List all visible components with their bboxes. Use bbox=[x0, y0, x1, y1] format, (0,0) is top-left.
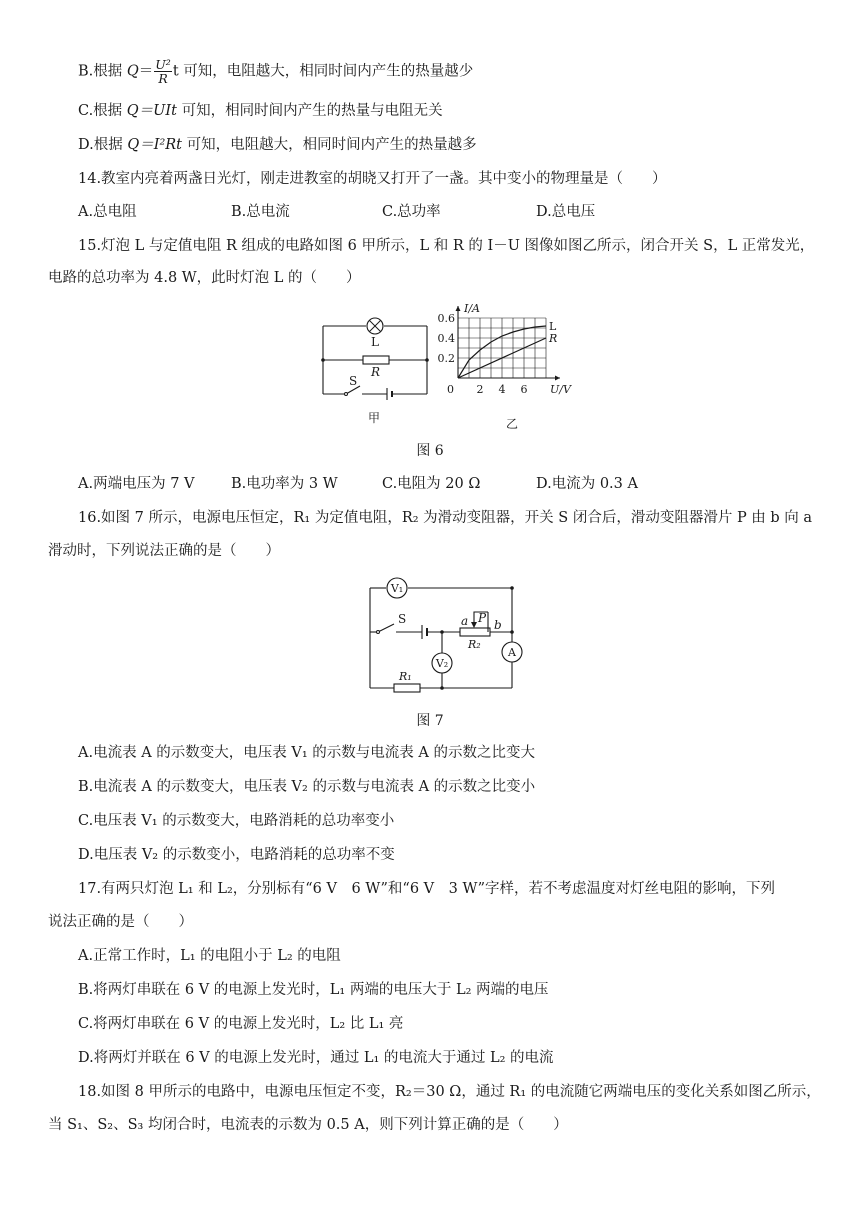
ammeter-icon bbox=[502, 642, 522, 662]
q13-option-c: C.根据 Q＝UIt 可知，相同时间内产生的热量与电阻无关 bbox=[78, 103, 443, 119]
figure-7-circuit bbox=[362, 572, 528, 696]
resistor-label: R bbox=[371, 365, 381, 379]
q17-stem-line2: 说法正确的是（ ） bbox=[48, 914, 193, 930]
q17-option-b: B.将两灯串联在 6 V 的电源上发光时，L₁ 两端的电压大于 L₂ 两端的电压 bbox=[78, 982, 549, 998]
q15-stem-line2: 电路的总功率为 4.8 W，此时灯泡 L 的（ ） bbox=[48, 270, 361, 286]
end-b-label: b bbox=[494, 618, 502, 632]
resistor-r2 bbox=[460, 628, 490, 636]
figure-6-graph-yi bbox=[438, 300, 580, 434]
q15-option-a: A.两端电压为 7 V bbox=[78, 476, 195, 492]
q15-option-b: B.电功率为 3 W bbox=[231, 476, 338, 492]
x-axis-label: U/V bbox=[550, 383, 571, 396]
series-label-L: L bbox=[549, 320, 557, 333]
y-tick-label: 0.2 bbox=[438, 352, 455, 365]
q16-stem-line1: 16.如图 7 所示，电源电压恒定，R₁ 为定值电阻，R₂ 为滑动变阻器，开关 S 闭合后，滑动变阻器滑片 P 由 b 向 a bbox=[78, 510, 813, 526]
figure-6-caption: 图 6 bbox=[416, 443, 444, 459]
q15-option-c: C.电阻为 20 Ω bbox=[382, 476, 481, 492]
fraction-numerator: U² bbox=[155, 57, 171, 72]
y-axis-label: I/A bbox=[464, 302, 480, 315]
q18-stem-line2: 当 S₁、S₂、S₃ 均闭合时，电流表的示数为 0.5 A，则下列计算正确的是（ ） bbox=[48, 1117, 568, 1133]
q13-option-b: B.根据 Q＝ $\frac{\text{U²}}{R}$ t 可知，电阻越大，相同时间内产生的热量越少 bbox=[78, 57, 474, 86]
graph-axes bbox=[456, 306, 561, 381]
lamp-icon bbox=[367, 318, 383, 334]
q17-option-a: A.正常工作时，L₁ 的电阻小于 L₂ 的电阻 bbox=[78, 948, 341, 964]
q14-option-a: A.总电阻 bbox=[78, 204, 137, 220]
ammeter-label: A bbox=[508, 646, 516, 659]
y-axis-arrow-icon bbox=[456, 306, 461, 311]
q15-stem-line1: 15.灯泡 L 与定值电阻 R 组成的电路如图 6 甲所示，L 和 R 的 I－U 图像如图乙所示，闭合开关 S，L 正常发光， bbox=[78, 238, 815, 254]
x-axis-arrow-icon bbox=[555, 376, 560, 381]
voltmeter-v2-icon bbox=[432, 653, 452, 673]
resistor-r1 bbox=[394, 684, 420, 692]
fraction-denominator: R bbox=[158, 71, 168, 86]
end-a-label: a bbox=[461, 614, 469, 628]
q18-stem-line1: 18.如图 8 甲所示的电路中，电源电压恒定不变，R₂＝30 Ω，通过 R₁ 的电流随它两端电压的变化关系如图乙所示， bbox=[78, 1084, 821, 1100]
series-label-R: R bbox=[549, 332, 558, 345]
q17-option-d: D.将两灯并联在 6 V 的电源上发光时，通过 L₁ 的电流大于通过 L₂ 的电流 bbox=[78, 1050, 554, 1066]
x-tick-label: 6 bbox=[520, 383, 528, 396]
q16-option-a: A.电流表 A 的示数变大，电压表 V₁ 的示数与电流表 A 的示数之比变大 bbox=[78, 745, 535, 761]
voltmeter-v1-label: V₁ bbox=[390, 582, 404, 595]
q14-option-b: B.总电流 bbox=[231, 204, 290, 220]
q14-stem: 14.教室内亮着两盏日光灯，刚走进教室的胡晓又打开了一盏。其中变小的物理量是（ ） bbox=[78, 171, 667, 187]
lamp-label: L bbox=[371, 335, 379, 349]
q16-option-c: C.电压表 V₁ 的示数变大，电路消耗的总功率变小 bbox=[78, 813, 395, 829]
x-tick-label: 0 bbox=[447, 383, 454, 396]
switch-label: S bbox=[349, 374, 358, 388]
figure-6-circuit-jia bbox=[316, 312, 436, 430]
x-tick-label: 2 bbox=[476, 383, 484, 396]
q14-option-c: C.总功率 bbox=[382, 204, 441, 220]
r2-label: R₂ bbox=[468, 638, 481, 651]
q15-option-d: D.电流为 0.3 A bbox=[536, 476, 638, 492]
voltmeter-v1-icon bbox=[387, 578, 407, 598]
switch-label: S bbox=[398, 612, 407, 626]
q17-option-c: C.将两灯串联在 6 V 的电源上发光时，L₂ 比 L₁ 亮 bbox=[78, 1016, 404, 1032]
q16-option-b: B.电流表 A 的示数变大，电压表 V₂ 的示数与电流表 A 的示数之比变小 bbox=[78, 779, 536, 795]
figure-7-caption: 图 7 bbox=[416, 713, 444, 729]
q16-stem-line2: 滑动时，下列说法正确的是（ ） bbox=[48, 543, 280, 559]
graph-yi-label: 乙 bbox=[506, 417, 519, 431]
q16-option-d: D.电压表 V₂ 的示数变小，电路消耗的总功率不变 bbox=[78, 847, 395, 863]
slider-label: P bbox=[478, 611, 487, 625]
q14-option-d: D.总电压 bbox=[536, 204, 596, 220]
circuit-jia-label: 甲 bbox=[368, 411, 381, 425]
r1-label: R₁ bbox=[399, 670, 412, 683]
resistor-r bbox=[363, 356, 389, 364]
q17-stem-line1: 17.有两只灯泡 L₁ 和 L₂，分别标有“6 V 6 W”和“6 V 3 W”字样，若不考虑温度对灯丝电阻的影响，下列 bbox=[78, 881, 776, 897]
y-tick-label: 0.4 bbox=[438, 332, 455, 345]
y-tick-label: 0.6 bbox=[438, 312, 455, 325]
voltmeter-v2-label: V₂ bbox=[435, 657, 449, 670]
q13-option-d: D.根据 Q＝I²Rt 可知，电阻越大，相同时间内产生的热量越多 bbox=[78, 137, 477, 153]
x-tick-label: 4 bbox=[498, 383, 506, 396]
slider-arrow-icon bbox=[471, 622, 477, 628]
